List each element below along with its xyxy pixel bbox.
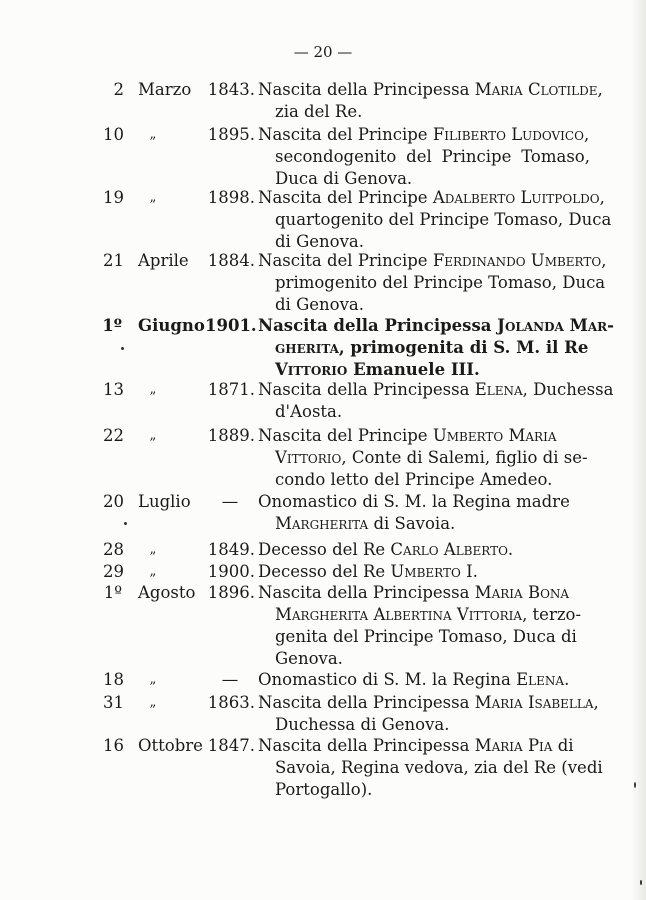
entry-year: 1863. bbox=[207, 693, 255, 712]
entry-month-ditto: „ bbox=[149, 428, 157, 443]
entry-line: Portogallo). bbox=[275, 780, 373, 799]
entry-day: 16 bbox=[103, 736, 124, 755]
entry-line: Decesso del Re Umberto I. bbox=[258, 562, 478, 581]
entry-year-dash: — bbox=[221, 492, 239, 511]
entry-line: zia del Re. bbox=[275, 102, 363, 121]
entry-line: Nascita della Principessa Maria Pia di bbox=[258, 736, 574, 755]
entry-year: 1895. bbox=[207, 125, 255, 144]
entry-day: 28 bbox=[103, 540, 124, 559]
entry-line: Nascita del Principe Umberto Maria bbox=[258, 426, 557, 445]
entry-text bbox=[258, 425, 590, 491]
entry-line: Decesso del Re Carlo Alberto. bbox=[258, 540, 514, 559]
entry-text bbox=[258, 669, 590, 691]
entry-month-ditto: „ bbox=[149, 695, 157, 710]
entry-text bbox=[258, 692, 599, 736]
entry-month-ditto: „ bbox=[149, 127, 157, 142]
ink-speck bbox=[121, 347, 124, 350]
entry-line: Margherita di Savoia. bbox=[275, 514, 456, 533]
entry-text bbox=[258, 735, 603, 801]
entry-line: Nascita del Principe Adalberto Luitpoldo, bbox=[258, 188, 605, 207]
entry-month: Agosto bbox=[138, 583, 196, 602]
entry-line: Nascita del Principe Filiberto Ludovico, bbox=[258, 125, 590, 144]
entry-line: Nascita del Principe Ferdinando Umberto, bbox=[258, 251, 607, 270]
ink-speck bbox=[124, 522, 127, 525]
entry-day: 20 bbox=[103, 492, 124, 511]
entry-text bbox=[258, 124, 590, 190]
entry-month: Ottobre bbox=[138, 736, 203, 755]
entry-line: Duchessa di Genova. bbox=[275, 715, 450, 734]
entry-day: 18 bbox=[103, 670, 124, 689]
entry-text bbox=[258, 582, 590, 670]
entry-line: Nascita della Principessa Maria Isabella, bbox=[258, 693, 599, 712]
entry-month-ditto: „ bbox=[149, 542, 157, 557]
entry-day: 1º bbox=[103, 583, 122, 602]
page-edge-shadow bbox=[632, 0, 646, 900]
entry-text bbox=[258, 379, 614, 423]
entry-day: 31 bbox=[103, 693, 124, 712]
entry-line: quartogenito del Principe Tomaso, Duca bbox=[275, 210, 612, 229]
entry-month-ditto: „ bbox=[149, 382, 157, 397]
entry-line: Onomastico di S. M. la Regina madre bbox=[258, 492, 570, 511]
entry-text bbox=[258, 79, 603, 123]
entry-text bbox=[258, 561, 590, 583]
entry-month: Giugno bbox=[138, 316, 205, 335]
entry-year-dash: — bbox=[221, 670, 239, 689]
entry-day: 10 bbox=[103, 125, 124, 144]
entry-line: Genova. bbox=[275, 649, 343, 668]
entry-line: secondogenito del Principe Tomaso, bbox=[275, 147, 590, 166]
entry-day: 19 bbox=[103, 188, 124, 207]
entry-text bbox=[258, 491, 590, 535]
entry-year: 1889. bbox=[207, 426, 255, 445]
entry-line: d'Aosta. bbox=[275, 402, 343, 421]
entry-line: primogenito del Principe Tomaso, Duca bbox=[275, 273, 606, 292]
entry-line: Vittorio, Conte di Salemi, figlio di se- bbox=[275, 448, 588, 467]
entry-year: 1843. bbox=[207, 80, 255, 99]
entry-year: 1896. bbox=[207, 583, 255, 602]
ink-speck bbox=[640, 880, 642, 885]
entry-year: 1871. bbox=[207, 380, 255, 399]
entry-year: 1847. bbox=[207, 736, 255, 755]
entry-line: Nascita della Principessa Jolanda Mar- bbox=[258, 316, 615, 335]
entry-year: 1884. bbox=[207, 251, 255, 270]
entry-month: Aprile bbox=[138, 251, 189, 270]
entry-line: Onomastico di S. M. la Regina Elena. bbox=[258, 670, 570, 689]
page-number: — 20 — bbox=[293, 43, 353, 61]
entry-day: 22 bbox=[103, 426, 124, 445]
entry-day: 13 bbox=[103, 380, 124, 399]
entry-day: 21 bbox=[103, 251, 124, 270]
entry-day: 1º bbox=[102, 316, 122, 335]
entry-line: di Genova. bbox=[275, 295, 364, 314]
entry-line: Nascita della Principessa Maria Bona bbox=[258, 583, 570, 602]
entry-text bbox=[258, 250, 607, 316]
entry-line: Savoia, Regina vedova, zia del Re (vedi bbox=[275, 758, 603, 777]
entry-month: Luglio bbox=[138, 492, 191, 511]
entry-line: Duca di Genova. bbox=[275, 169, 413, 188]
ink-speck bbox=[634, 782, 636, 788]
entry-text bbox=[258, 315, 615, 381]
entry-line: di Genova. bbox=[275, 232, 364, 251]
entry-day: 2 bbox=[113, 80, 124, 99]
entry-text bbox=[258, 187, 612, 253]
entry-month-ditto: „ bbox=[149, 190, 157, 205]
entry-text bbox=[258, 539, 590, 561]
entry-line: Margherita Albertina Vittoria, terzo- bbox=[275, 605, 582, 624]
entry-year: 1901. bbox=[205, 316, 257, 335]
entry-month-ditto: „ bbox=[149, 672, 157, 687]
entry-line: gherita, primogenita di S. M. il Re bbox=[275, 338, 589, 357]
entry-year: 1900. bbox=[207, 562, 255, 581]
entry-year: 1898. bbox=[207, 188, 255, 207]
entry-line: condo letto del Principe Amedeo. bbox=[275, 470, 553, 489]
entry-line: genita del Principe Tomaso, Duca di bbox=[275, 627, 577, 646]
entry-line: Vittorio Emanuele III. bbox=[275, 360, 480, 379]
entry-month: Marzo bbox=[138, 80, 192, 99]
entry-year: 1849. bbox=[207, 540, 255, 559]
entry-day: 29 bbox=[103, 562, 124, 581]
entry-line: Nascita della Principessa Elena, Duchessa bbox=[258, 380, 614, 399]
entry-line: Nascita della Principessa Maria Clotilde, bbox=[258, 80, 603, 99]
entry-month-ditto: „ bbox=[149, 564, 157, 579]
